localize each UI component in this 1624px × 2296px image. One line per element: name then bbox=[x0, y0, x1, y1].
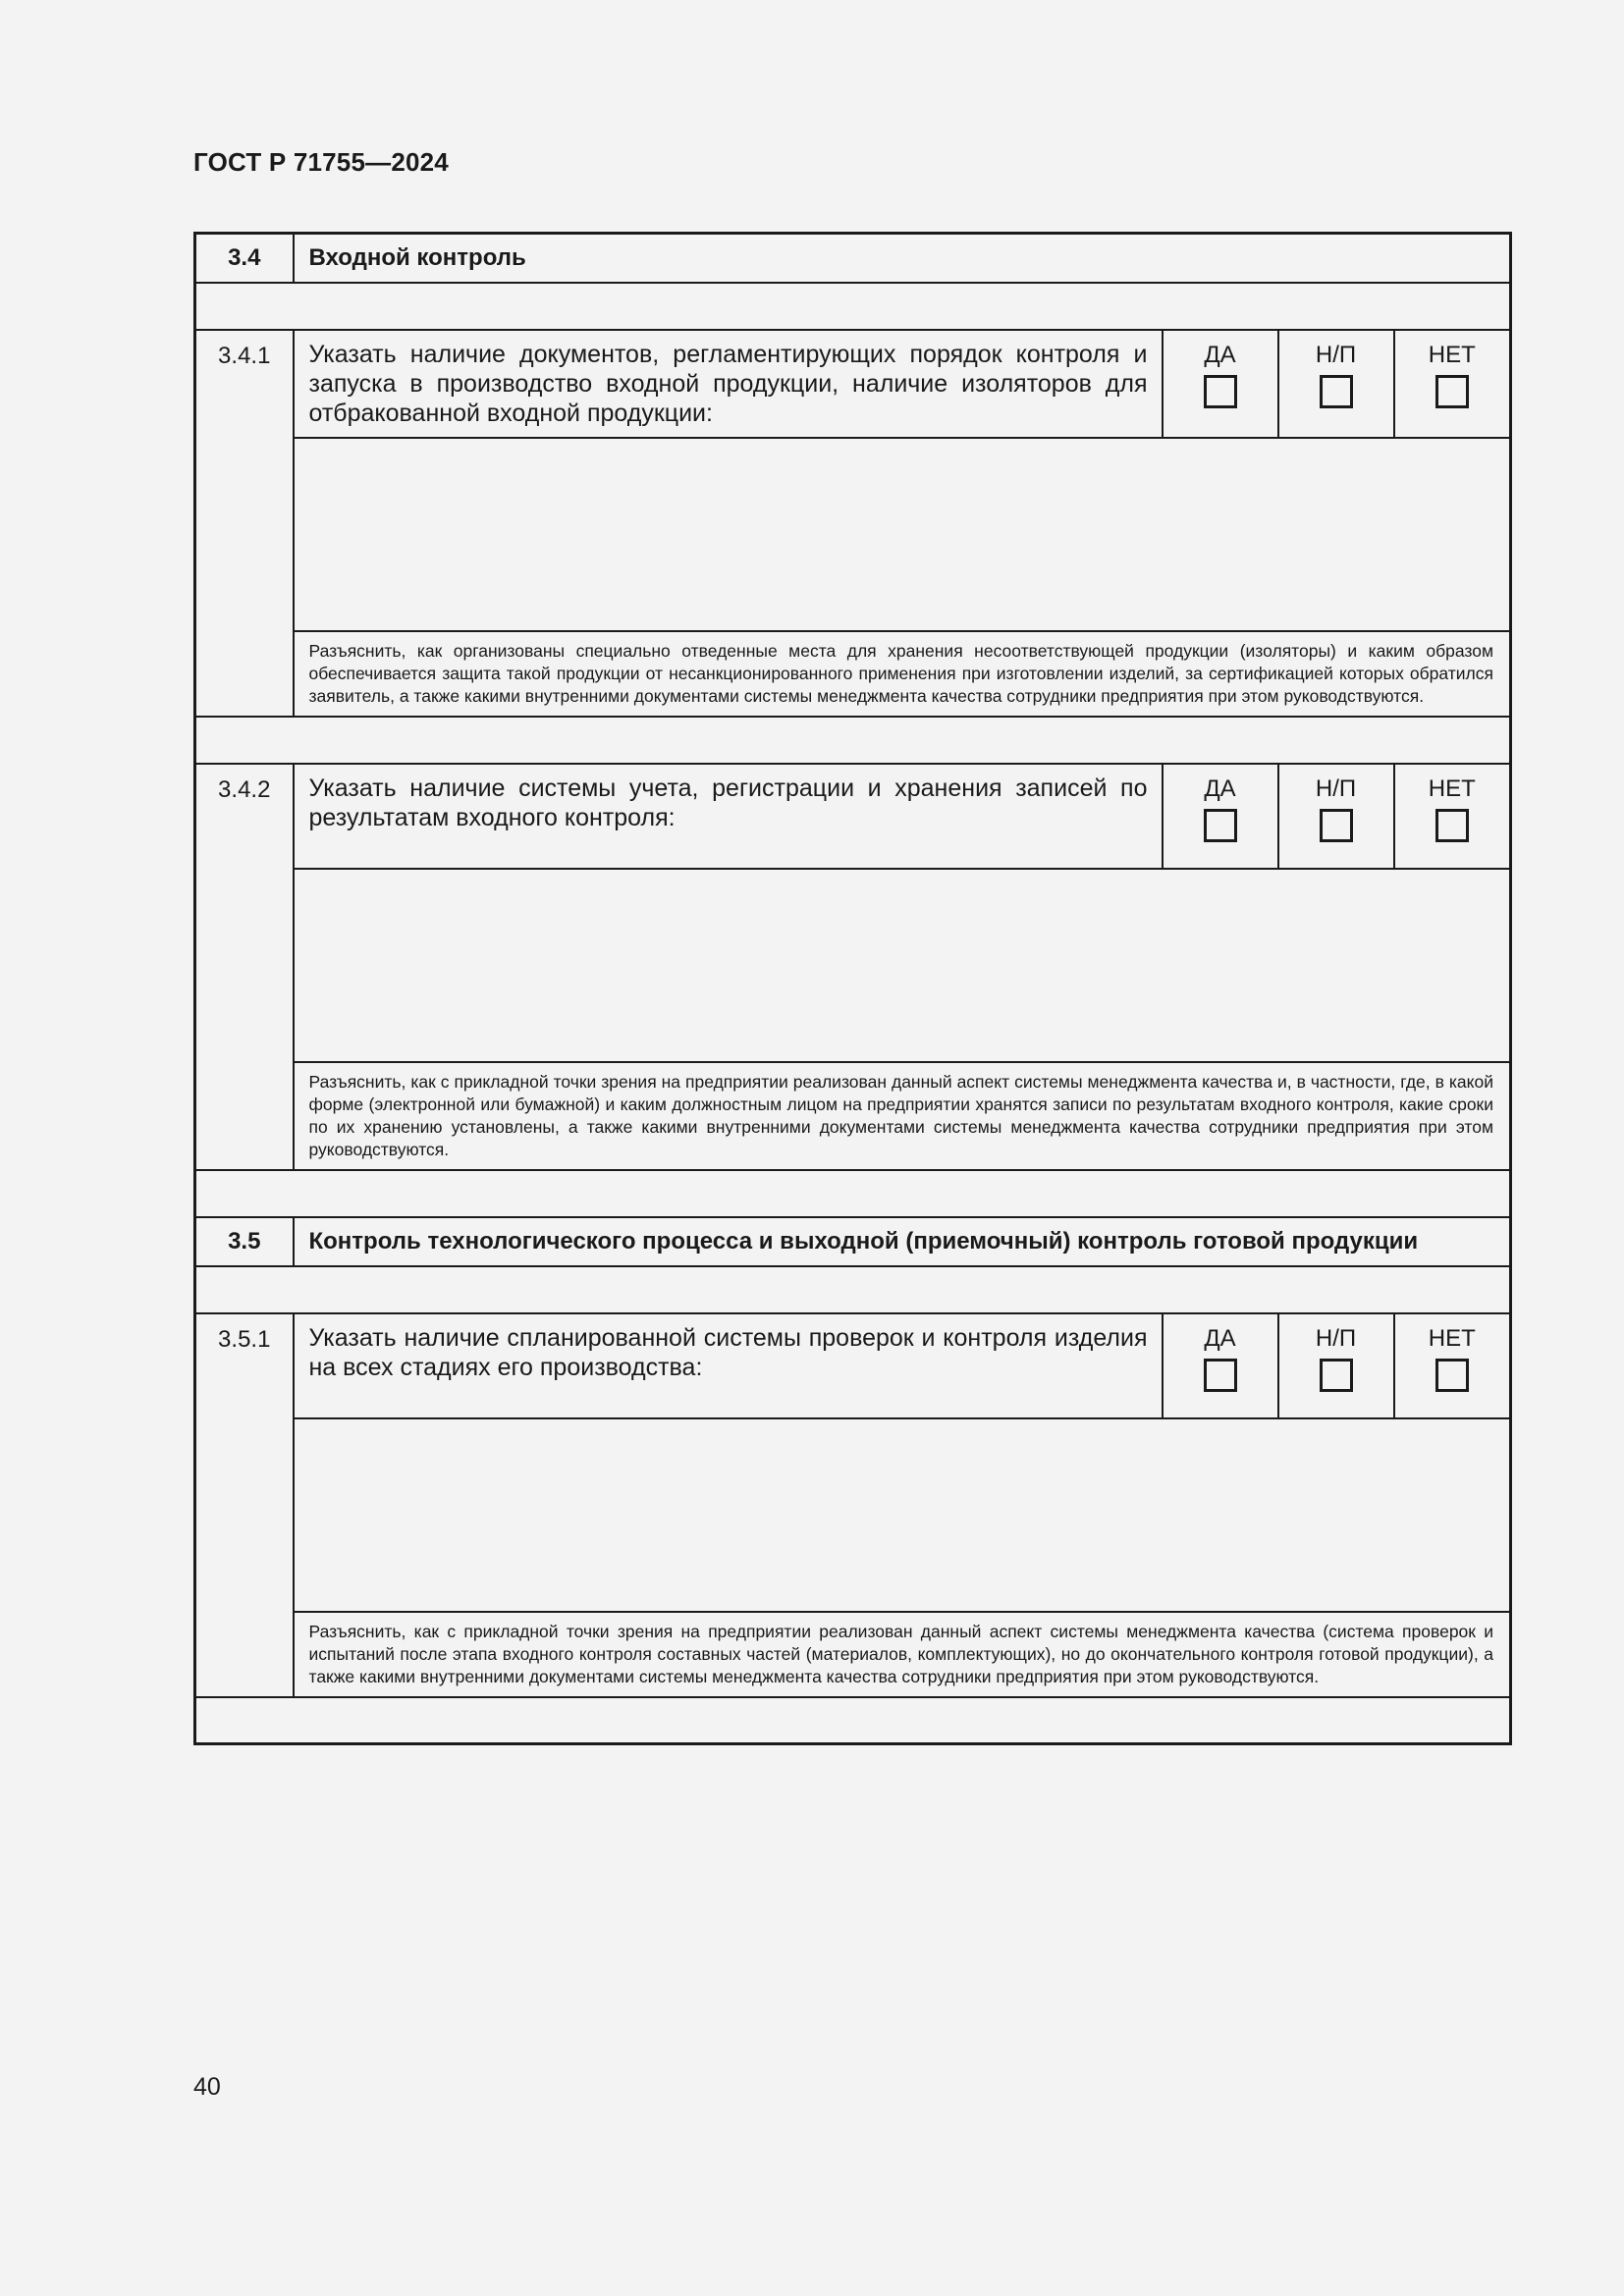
spacer-row bbox=[195, 717, 1511, 764]
section-header-row bbox=[195, 234, 1511, 283]
item-answer-row bbox=[195, 438, 1511, 631]
answer-field[interactable] bbox=[294, 438, 1511, 631]
item-answer-row bbox=[195, 1418, 1511, 1612]
item-question-row bbox=[195, 1313, 1511, 1418]
option-label: НЕТ bbox=[1428, 341, 1476, 368]
option-na bbox=[1278, 764, 1394, 869]
item-question-row bbox=[195, 330, 1511, 438]
item-number: 3.5.1 bbox=[195, 1313, 294, 1697]
section-header-row bbox=[195, 1217, 1511, 1266]
spacer-cell bbox=[195, 283, 1511, 330]
document-header: ГОСТ Р 71755—2024 bbox=[193, 147, 449, 177]
option-yes bbox=[1163, 1313, 1278, 1418]
item-question: Указать наличие системы учета, регистрации и хранения записей по результатам входного контроля: bbox=[294, 764, 1163, 869]
checkbox-na[interactable] bbox=[1320, 1359, 1353, 1392]
item-note: Разъяснить, как с прикладной точки зрения на предприятии реализован данный аспект системы менеджмента качества и, в частности, где, в какой форме (электронной или бумажной) и каким должностным лицом на предприятии хранятся записи по результатам входного контроля, какие сроки по их хранению установлены, а также какими внутренними документами системы менеджмента качества сотрудники предприятия при этом руководствуются. bbox=[294, 1062, 1511, 1170]
option-label: ДА bbox=[1204, 341, 1236, 368]
checkbox-no[interactable] bbox=[1435, 809, 1469, 842]
option-label: Н/П bbox=[1315, 1324, 1357, 1352]
checkbox-yes[interactable] bbox=[1204, 375, 1237, 408]
option-no bbox=[1394, 330, 1511, 438]
item-note: Разъяснить, как организованы специально отведенные места для хранения несоответствующей продукции (изоляторы) и каким образом обеспечивается защита такой продукции от несанкционированного применения при изготовлении изделий, за сертификацией которых обратился заявитель, а также какими внутренними документами системы менеджмента качества сотрудники предприятия при этом руководствуются. bbox=[294, 631, 1511, 717]
section-number: 3.5 bbox=[195, 1217, 294, 1266]
item-note-row bbox=[195, 1062, 1511, 1170]
option-yes bbox=[1163, 764, 1278, 869]
option-label: НЕТ bbox=[1428, 774, 1476, 802]
item-question: Указать наличие документов, регламентирующих порядок контроля и запуска в производство входной продукции, наличие изоляторов для отбракованной входной продукции: bbox=[294, 330, 1163, 438]
checkbox-no[interactable] bbox=[1435, 1359, 1469, 1392]
item-answer-row bbox=[195, 869, 1511, 1062]
spacer-cell bbox=[195, 1697, 1511, 1744]
page-number: 40 bbox=[193, 2073, 221, 2101]
option-label: ДА bbox=[1204, 1324, 1236, 1352]
section-title: Входной контроль bbox=[294, 234, 1511, 283]
item-note-row bbox=[195, 631, 1511, 717]
option-no bbox=[1394, 764, 1511, 869]
section-number: 3.4 bbox=[195, 234, 294, 283]
spacer-row bbox=[195, 283, 1511, 330]
option-na bbox=[1278, 330, 1394, 438]
checkbox-na[interactable] bbox=[1320, 809, 1353, 842]
checklist-table bbox=[193, 232, 1512, 1745]
option-yes bbox=[1163, 330, 1278, 438]
answer-field[interactable] bbox=[294, 1418, 1511, 1612]
spacer-row bbox=[195, 1170, 1511, 1217]
item-question: Указать наличие спланированной системы проверок и контроля изделия на всех стадиях его производства: bbox=[294, 1313, 1163, 1418]
checkbox-yes[interactable] bbox=[1204, 809, 1237, 842]
spacer-cell bbox=[195, 1170, 1511, 1217]
item-question-row bbox=[195, 764, 1511, 869]
option-no bbox=[1394, 1313, 1511, 1418]
spacer-row bbox=[195, 1697, 1511, 1744]
spacer-cell bbox=[195, 1266, 1511, 1313]
item-number: 3.4.1 bbox=[195, 330, 294, 717]
checkbox-yes[interactable] bbox=[1204, 1359, 1237, 1392]
option-label: НЕТ bbox=[1428, 1324, 1476, 1352]
item-note-row bbox=[195, 1612, 1511, 1697]
item-note: Разъяснить, как с прикладной точки зрения на предприятии реализован данный аспект системы менеджмента качества (система проверок и испытаний после этапа входного контроля составных частей (материалов, комплектующих), но до окончательного контроля готовой продукции), а также какими внутренними документами системы менеджмента качества сотрудники предприятия при этом руководствуются. bbox=[294, 1612, 1511, 1697]
option-label: ДА bbox=[1204, 774, 1236, 802]
option-label: Н/П bbox=[1315, 341, 1357, 368]
checkbox-no[interactable] bbox=[1435, 375, 1469, 408]
option-na bbox=[1278, 1313, 1394, 1418]
item-number: 3.4.2 bbox=[195, 764, 294, 1170]
checkbox-na[interactable] bbox=[1320, 375, 1353, 408]
spacer-row bbox=[195, 1266, 1511, 1313]
option-label: Н/П bbox=[1315, 774, 1357, 802]
spacer-cell bbox=[195, 717, 1511, 764]
section-title: Контроль технологического процесса и выходной (приемочный) контроль готовой продукции bbox=[294, 1217, 1511, 1266]
answer-field[interactable] bbox=[294, 869, 1511, 1062]
